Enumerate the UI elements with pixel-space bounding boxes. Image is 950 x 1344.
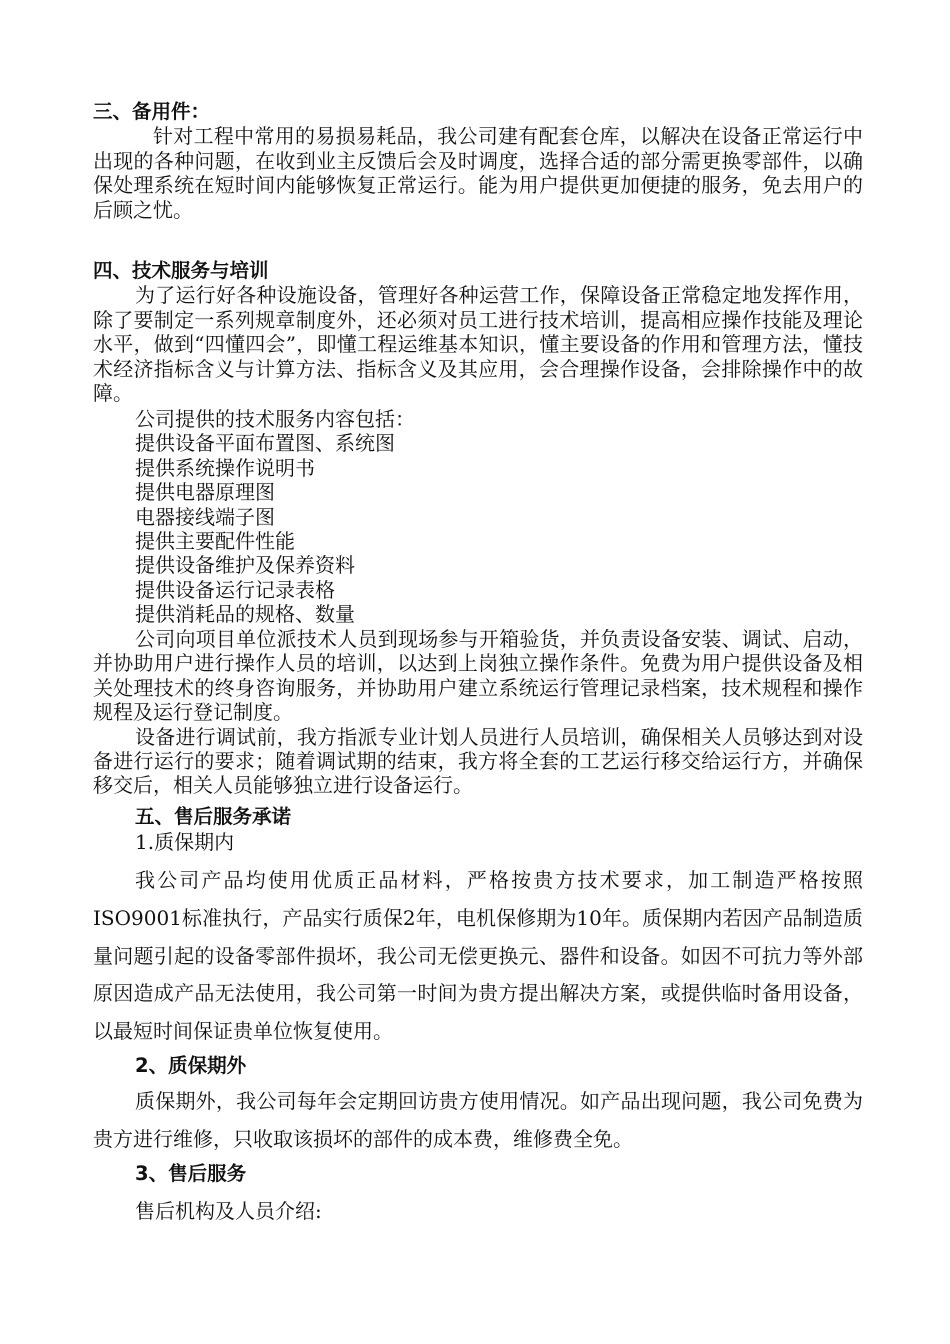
list-item: 提供主要配件性能 <box>135 529 295 554</box>
subsection-title: 1.质保期内 <box>135 830 235 854</box>
subsection-title: 2、质保期外 <box>135 1054 247 1077</box>
list-item: 提供设备运行记录表格 <box>135 577 335 602</box>
service-list <box>93 407 863 627</box>
paragraph: 为了运行好各种设施设备，管理好各种运营工作，保障设备正常稳定地发挥作用，除了要制定一系列规章制度外，还必须对员工进行技术培训，提高相应操作技能及理论水平，做到“四懂四会”，即懂工程运维基本知识，懂主要设备的作用和管理方法，懂技术经济指标含义与计算方法、指标含义及其应用，会合理操作设备，会排除操作中的故障。 <box>93 283 863 406</box>
section-tech-service-cont <box>93 627 863 798</box>
paragraph: 我公司产品均使用优质正品材料，严格按贵方技术要求，加工制造严格按照ISO9001标准执行，产品实行质保2年，电机保修期为10年。质保期内若因产品制造质量问题引起的设备零部件损坏，我公司无偿更换元、器件和设备。如因不可抗力等外部原因造成产品无法使用，我公司第一时间为贵方提出解决方案，或提供临时备用设备，以最短时间保证贵单位恢复使用。 <box>93 868 863 1044</box>
list-item: 提供系统操作说明书 <box>135 455 315 480</box>
section-spare-parts <box>93 100 863 222</box>
paragraph: 针对工程中常用的易损易耗品，我公司建有配套仓库，以解决在设备正常运行中出现的各种问题，在收到业主反馈后会及时调度，选择合适的部分需更换零部件，以确保处理系统在短时间内能够恢复正常运行。能为用户提供更加便捷的服务，免去用户的后顾之忧。 <box>93 124 863 222</box>
list-item: 提供设备维护及保养资料 <box>135 553 355 578</box>
section-heading: 三、备用件： <box>93 100 211 123</box>
paragraph: 质保期外，我公司每年会定期回访贵方使用情况。如产品出现问题，我公司免费为贵方进行维修，只收取该损坏的部件的成本费，维修费全免。 <box>93 1089 863 1151</box>
list-item: 电器接线端子图 <box>135 504 275 529</box>
paragraph: 公司向项目单位派技术人员到现场参与开箱验货，并负责设备安装、调试、启动，并协助用户进行操作人员的培训，以达到上岗独立操作条件。免费为用户提供设备及相关处理技术的终身咨询服务，并协助用户建立系统运行管理记录档案，技术规程和操作规程及运行登记制度。 <box>93 627 863 725</box>
warranty-out-body <box>93 1083 863 1159</box>
list-item: 提供设备平面布置图、系统图 <box>135 431 395 456</box>
section-heading: 四、技术服务与培训 <box>93 259 269 282</box>
section-heading: 五、售后服务承诺 <box>135 805 292 828</box>
list-item: 提供消耗品的规格、数量 <box>135 602 355 627</box>
section-tech-service <box>93 259 863 405</box>
subsection-title: 3、售后服务 <box>135 1162 247 1185</box>
paragraph: 售后机构及人员介绍: <box>135 1199 322 1223</box>
warranty-in-body <box>93 862 863 1051</box>
paragraph: 设备进行调试前，我方指派专业计划人员进行人员培训，确保相关人员够达到对设备进行运行的要求；随着调试期的结束，我方将全套的工艺运行移交给运行方，并确保移交后，相关人员能够独立进行设备运行。 <box>93 724 863 798</box>
list-intro: 公司提供的技术服务内容包括： <box>135 407 415 431</box>
list-item: 提供电器原理图 <box>135 480 275 505</box>
